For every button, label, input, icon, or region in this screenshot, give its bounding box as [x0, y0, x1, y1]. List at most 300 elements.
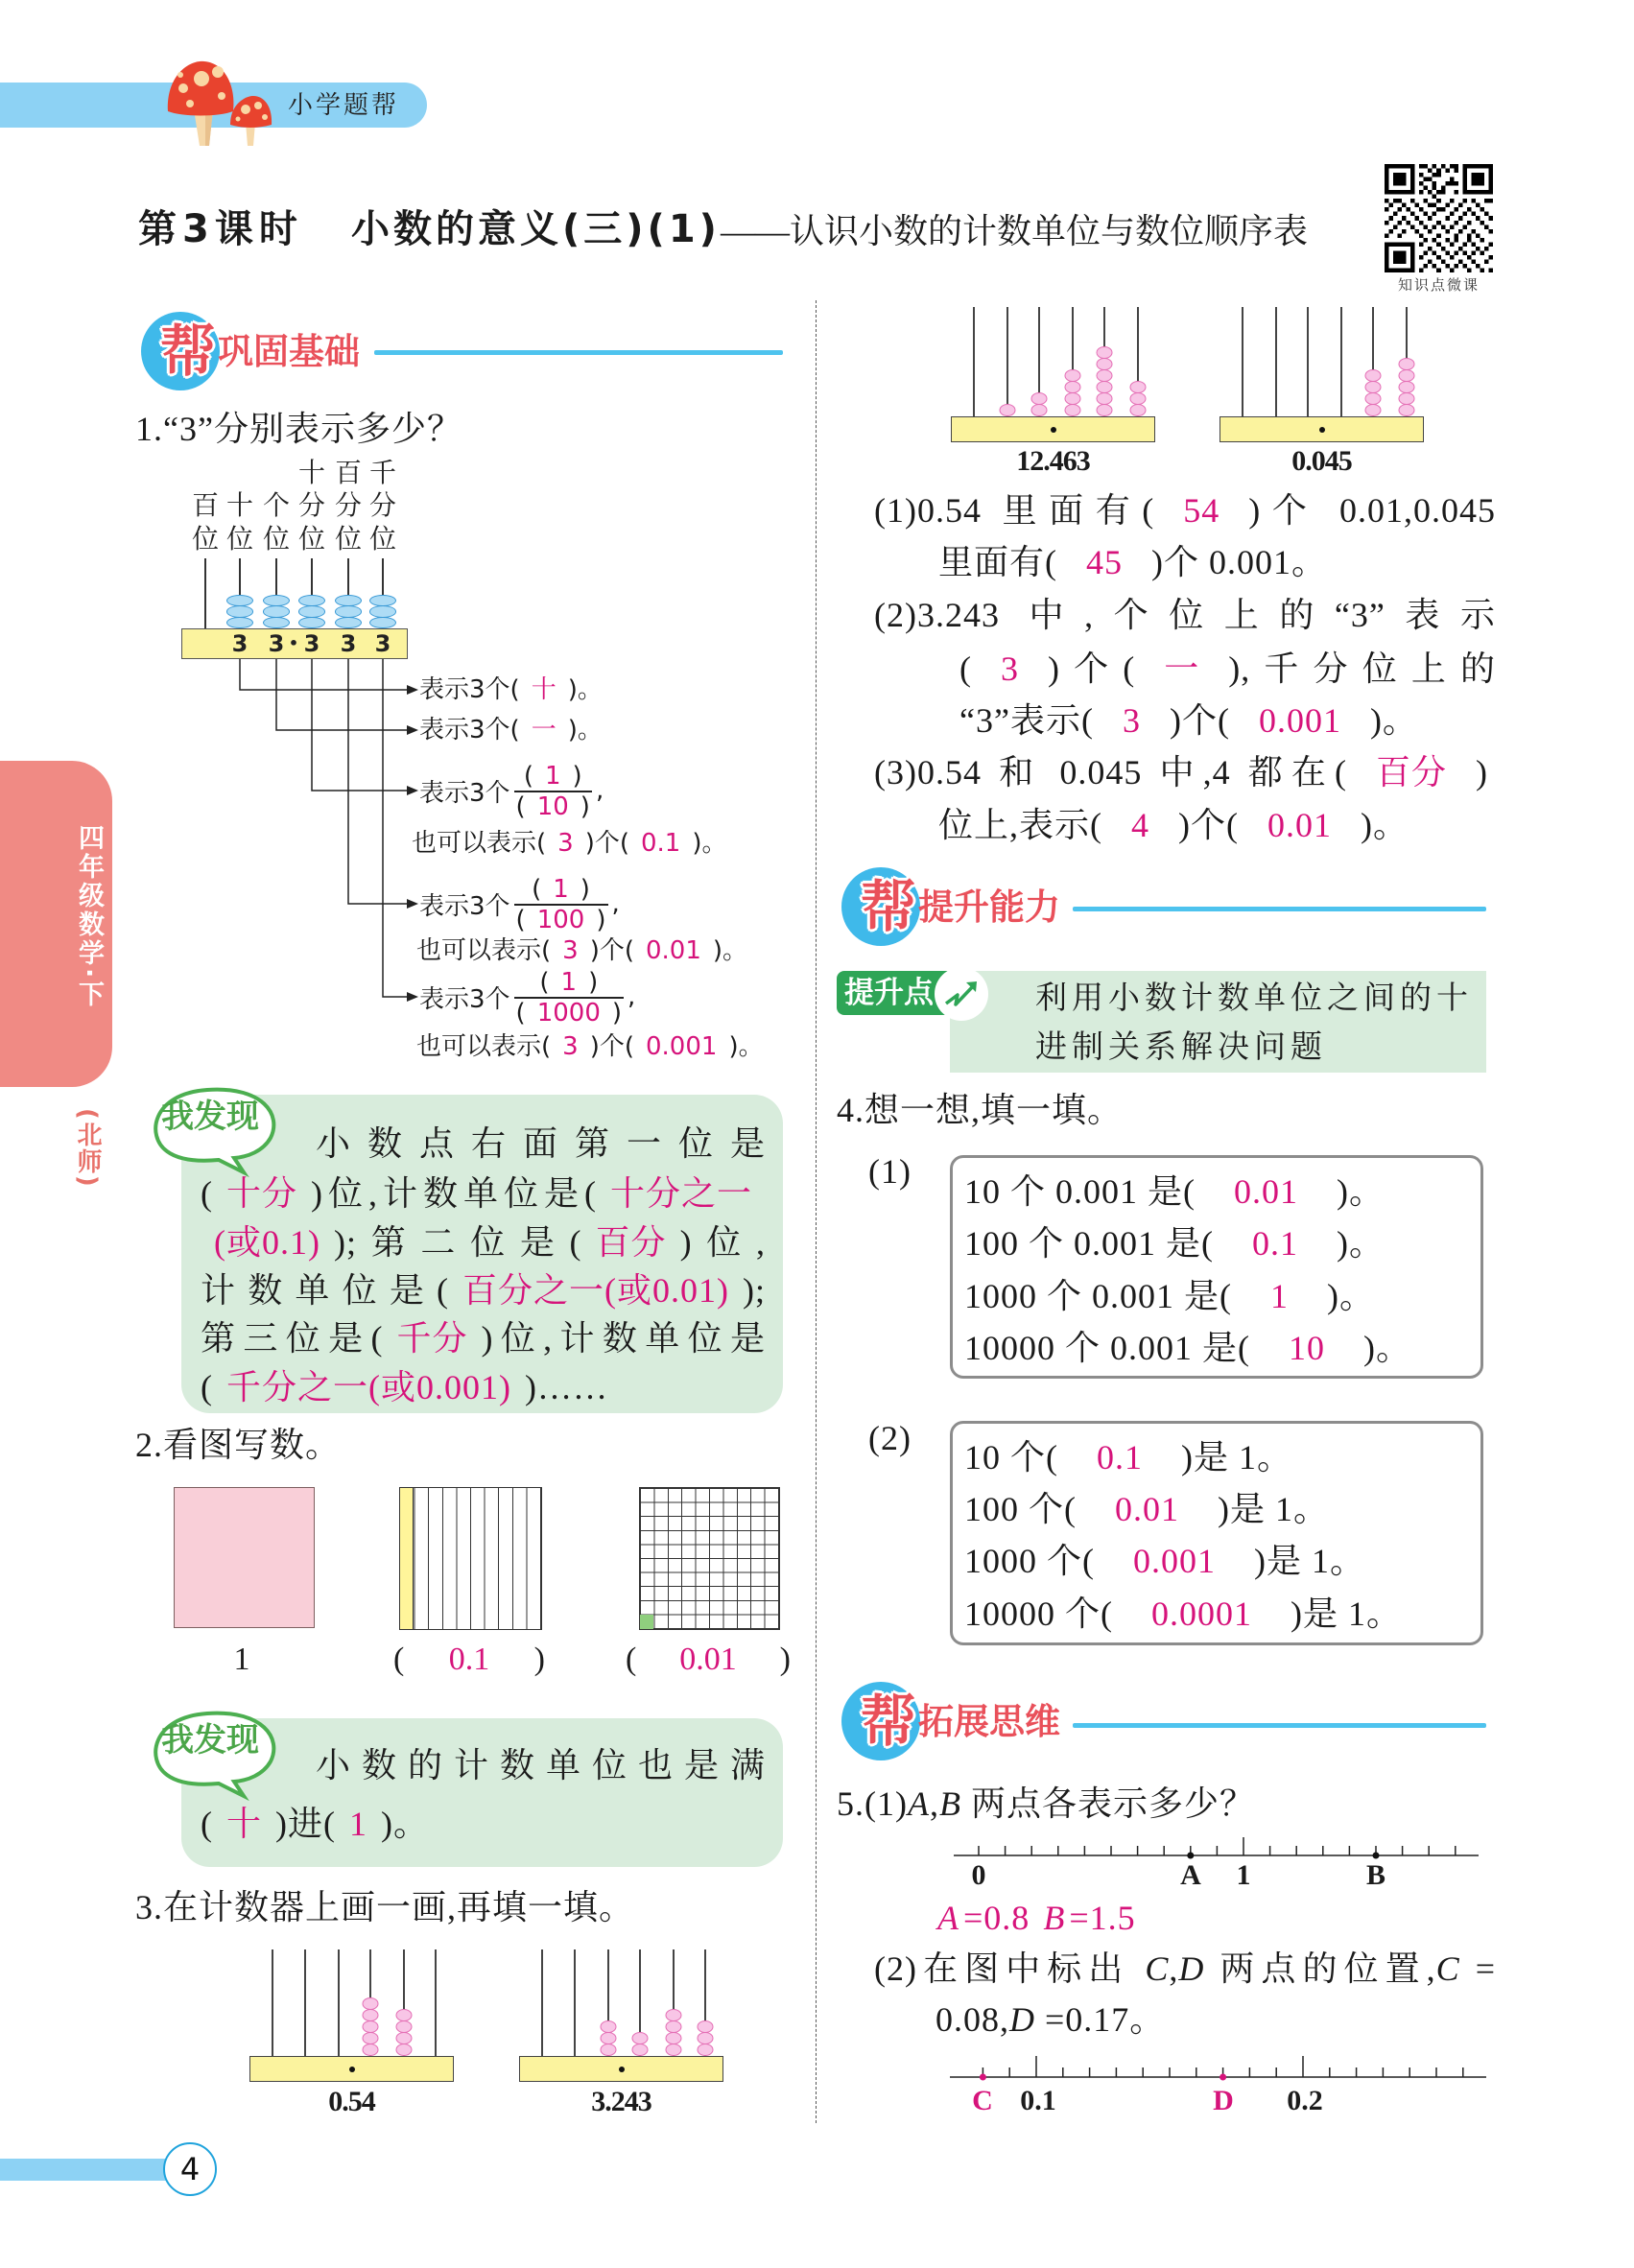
text-segment: ( — [515, 999, 526, 1028]
q4-line — [964, 1169, 1385, 1215]
abacus-0-045 — [1220, 307, 1424, 480]
abacus-rod — [1307, 307, 1309, 416]
bead-stack — [1000, 405, 1016, 416]
answer-text: 3 — [1001, 650, 1019, 688]
q3-part-line — [938, 802, 1409, 848]
text-segment: ( — [959, 650, 972, 688]
text-segment: )。 — [1369, 701, 1418, 740]
place-label: 十 — [225, 489, 253, 521]
section-rule — [1073, 1723, 1486, 1728]
fraction — [514, 762, 592, 819]
q3-part-line — [959, 646, 1496, 692]
bead-stack — [1031, 393, 1048, 416]
q3-part-line — [938, 539, 1327, 585]
text-segment: 也可以表示( — [416, 1032, 552, 1061]
counter-digit: 3 — [303, 630, 320, 657]
discover-line — [201, 1219, 766, 1265]
section-badge: 帮 — [861, 1689, 917, 1754]
place-label: 位 — [368, 523, 396, 555]
text-segment: )个( — [1169, 701, 1230, 740]
text-segment: ( — [539, 968, 550, 997]
q1-statement-tens — [419, 673, 603, 707]
abacus-rod — [272, 1949, 273, 2056]
answer-text: 0.1 — [641, 829, 681, 858]
text-segment: );第二位是( — [333, 1223, 582, 1262]
text-segment: ( — [201, 1174, 213, 1213]
answer-text: 45 — [1086, 543, 1123, 581]
side-tab — [0, 761, 112, 1087]
answer-text: 百分 — [595, 1223, 667, 1262]
q4-part2-label: (2) — [868, 1419, 912, 1457]
q1-prompt: 1.“3”分别表示多少？ — [135, 410, 462, 448]
bead-stack — [632, 2033, 649, 2056]
answer-text: 0.01 — [679, 1642, 737, 1677]
answer-text: A — [937, 1899, 959, 1937]
counter-digit: 3 — [340, 630, 357, 657]
section-title: 拓展思维 — [918, 1701, 1060, 1742]
section-header-improve — [841, 867, 1072, 954]
point-c-label: C — [972, 2085, 993, 2116]
text-segment: ) — [588, 968, 599, 997]
text-segment: )。 — [567, 675, 603, 704]
text-segment: (2)在图中标出 — [874, 1949, 1146, 1988]
bead-stack — [396, 2010, 413, 2056]
answer-text: 十 — [226, 1805, 263, 1843]
discover-line — [201, 1364, 608, 1410]
fraction — [514, 968, 624, 1026]
point-b-label: B — [1365, 1859, 1386, 1891]
statement-suffix: , — [628, 982, 636, 1011]
text-segment: ( — [532, 875, 542, 904]
qr-code-icon — [1385, 164, 1493, 272]
text-segment: ) — [611, 999, 623, 1028]
statement-suffix: , — [611, 889, 620, 918]
lesson-subtitle: ——认识小数的计数单位与数位顺序表 — [721, 212, 1309, 250]
text-segment: A — [907, 1784, 930, 1823]
answer-text: 百分之一(或0.01) — [462, 1271, 729, 1310]
decimal-dot — [1319, 427, 1325, 433]
q5-part2-line — [874, 1946, 1496, 1992]
improve-point-badge: 提升点 — [837, 971, 950, 1015]
bead — [1000, 404, 1016, 416]
answer-text: 10 — [536, 792, 569, 821]
q1-statement-hundredths-alt — [416, 933, 747, 968]
answer-text: 0.1 — [1097, 1438, 1143, 1477]
answer-text: 4 — [1131, 806, 1149, 844]
text-segment: )个( — [1178, 806, 1239, 844]
number-line-label: 1 — [1236, 1859, 1251, 1891]
abacus-rod — [1372, 307, 1374, 416]
statement-suffix: , — [595, 776, 604, 805]
column-divider — [816, 300, 817, 2123]
abacus-rod — [369, 1949, 371, 2056]
section-header-expand — [841, 1682, 1072, 1768]
answer-text: 千分之一(或0.001) — [226, 1368, 511, 1406]
text-segment: (2)3.243 中,个位上的“3”表示 — [874, 596, 1496, 634]
point-a-label: A — [1180, 1859, 1201, 1891]
answer-text: 0.001 — [1133, 1542, 1216, 1580]
text-segment: 10 个( — [964, 1438, 1058, 1477]
text-segment: )个( — [589, 1032, 634, 1061]
bead-stack — [666, 2010, 682, 2056]
text-segment: 小数点右面第一位是 — [316, 1124, 766, 1163]
abacus-rod — [1275, 307, 1277, 416]
bead — [1365, 404, 1382, 416]
answer-text: 0.01 — [1267, 806, 1332, 844]
abacus-rod — [639, 1949, 641, 2056]
answer-text: 1 — [553, 875, 569, 904]
text-segment: )个 0.01,0.045 — [1248, 491, 1496, 530]
place-label: 百 — [191, 489, 219, 521]
text-segment: )位, — [679, 1223, 766, 1262]
text-segment: 计数单位是( — [201, 1271, 450, 1310]
answer-text: 0.0001 — [1151, 1595, 1252, 1633]
decimal-dot — [1051, 427, 1056, 433]
section-title: 巩固基础 — [218, 331, 360, 372]
bead — [632, 2044, 649, 2056]
shaded-tenth — [400, 1488, 414, 1629]
figure-answer — [626, 1637, 791, 1683]
q4-prompt: 4.想一想,填一填。 — [837, 1091, 1124, 1129]
text-segment: ) — [580, 792, 590, 821]
abacus-label: 0.045 — [1291, 445, 1352, 477]
discover-bubble — [148, 1086, 287, 1177]
text-segment: 1000 个( — [964, 1542, 1095, 1580]
place-label: 位 — [262, 523, 290, 555]
abacus-label: 0.54 — [328, 2086, 375, 2117]
lesson-number: 第3课时 — [138, 207, 303, 251]
numerator — [537, 968, 600, 997]
discover-bubble — [148, 1710, 287, 1801]
answer-text: 100 — [536, 906, 585, 934]
text-segment: ( — [393, 1642, 405, 1677]
q3-part-line — [874, 592, 1496, 638]
q3-part-line — [959, 697, 1418, 744]
text-segment: )是 1。 — [1254, 1542, 1365, 1580]
bead — [1097, 404, 1113, 416]
denominator — [514, 791, 592, 819]
denominator — [514, 997, 624, 1026]
improve-point-text: 利用小数计数单位之间的十 — [1035, 979, 1473, 1016]
place-label: 位 — [225, 523, 253, 555]
statement-prefix: 表示3个 — [419, 778, 510, 808]
bead-stack — [1130, 382, 1147, 416]
q3-prompt: 3.在计数器上画一画,再填一填。 — [135, 1888, 635, 1926]
answer-text: 十分 — [226, 1174, 298, 1213]
text-segment: D — [1178, 1949, 1205, 1988]
bead — [1031, 404, 1048, 416]
q4-line — [964, 1220, 1385, 1266]
q4-line — [964, 1434, 1292, 1480]
abacus-frame — [249, 2056, 454, 2082]
number-line-label: 0 — [971, 1859, 986, 1891]
footer-band — [0, 2159, 168, 2181]
bead-stack — [1065, 370, 1081, 416]
abacus-rod — [574, 1949, 576, 2056]
text-segment: )…… — [524, 1368, 608, 1406]
answer-text: 1 — [1270, 1277, 1289, 1315]
answer-text: B — [1043, 1899, 1066, 1937]
text-segment: 两点的位置, — [1204, 1949, 1436, 1988]
place-label: 百 — [334, 457, 362, 488]
text-segment: , — [1169, 1949, 1179, 1988]
text-segment: ) — [1476, 753, 1488, 791]
text-segment: )。 — [1327, 1277, 1375, 1315]
text-segment: )。 — [567, 716, 603, 744]
abacus-rod — [1137, 307, 1139, 416]
answer-text: 3 — [1122, 701, 1141, 740]
q5-prompt — [837, 1781, 1255, 1827]
text-segment: )。 — [728, 1032, 764, 1061]
decimal-dot — [619, 2067, 625, 2072]
numerator — [522, 762, 584, 791]
q2-prompt: 2.看图写数。 — [135, 1426, 342, 1464]
place-label: 分 — [297, 489, 325, 521]
text-segment: 1000 个 0.001 是( — [964, 1277, 1232, 1315]
abacus-0-54 — [249, 1949, 454, 2122]
answer-text: 0.01 — [646, 936, 701, 965]
text-segment: 小数的计数单位也是满 — [316, 1746, 766, 1784]
text-segment: ( — [523, 762, 533, 791]
counter-digit: 3 — [231, 630, 249, 657]
discover-line — [316, 1121, 766, 1167]
abacus-frame — [519, 2056, 723, 2082]
bead-stack — [1097, 347, 1113, 416]
counter-digit: 3 — [268, 630, 285, 657]
q1-statement-tenths-alt — [412, 826, 727, 861]
abacus-rod — [1103, 307, 1105, 416]
q5-part2-line — [935, 1996, 1165, 2043]
answer-text: 3 — [562, 1032, 579, 1061]
place-label: 千 — [368, 457, 396, 488]
text-segment: “3”表示( — [959, 701, 1094, 740]
bead — [396, 2044, 413, 2056]
place-label: 位 — [297, 523, 325, 555]
bead — [363, 2044, 379, 2056]
place-label: 十 — [297, 457, 325, 488]
bead — [1065, 404, 1081, 416]
denominator — [514, 904, 608, 933]
q1-statement-tenths — [419, 758, 604, 823]
statement-prefix: 表示3个 — [419, 984, 510, 1014]
number-line-label: 0.1 — [1020, 2085, 1056, 2116]
shaded-hundredth — [640, 1615, 653, 1629]
q4-line — [964, 1273, 1375, 1319]
text-segment: )位,计数单位是 — [481, 1319, 766, 1358]
q1-statement-ones — [419, 713, 603, 747]
abacus-12-463 — [951, 307, 1155, 480]
answer-text: 十分之一 — [609, 1174, 752, 1213]
text-segment: )。 — [1360, 806, 1409, 844]
answer-text: 千分 — [396, 1319, 468, 1358]
place-label: 位 — [334, 523, 362, 555]
bead — [601, 2044, 617, 2056]
text-segment: )个( — [589, 936, 634, 965]
text-segment: (1)0.54 里面有( — [874, 491, 1155, 530]
whole-square-figure — [174, 1487, 315, 1628]
figure-label: 1 — [233, 1642, 250, 1677]
answer-text: 十 — [531, 675, 557, 704]
hundredths-figure — [639, 1487, 780, 1630]
text-segment: 10 个 0.001 是( — [964, 1172, 1196, 1211]
bead — [666, 2044, 682, 2056]
text-segment: C — [1435, 1949, 1460, 1988]
abacus-label: 3.243 — [591, 2086, 651, 2117]
abacus-rod — [304, 1949, 306, 2056]
text-segment: B — [938, 1784, 961, 1823]
section-rule — [1073, 907, 1486, 911]
answer-text: 1 — [349, 1805, 367, 1843]
text-segment: 5.(1) — [837, 1784, 908, 1823]
text-segment: ( — [515, 792, 526, 821]
answer-text: 10 — [1289, 1329, 1325, 1367]
counter-digit: 3 — [374, 630, 391, 657]
text-segment: )个( — [1048, 650, 1136, 688]
text-segment: )。 — [712, 936, 748, 965]
arrow-up-right-icon — [935, 967, 988, 1021]
decimal-dot — [349, 2067, 355, 2072]
text-segment: 10000 个( — [964, 1595, 1113, 1633]
text-segment: )位,计数单位是( — [311, 1174, 597, 1213]
answer-text: =0.8 — [963, 1899, 1030, 1937]
answer-text: 1 — [560, 968, 578, 997]
discover-line — [201, 1170, 766, 1217]
answer-text: 0.01 — [1115, 1490, 1179, 1528]
abacus-rod — [338, 1949, 340, 2056]
q3-part-line — [874, 749, 1488, 795]
text-segment: = — [1459, 1949, 1496, 1988]
page-number: 4 — [163, 2142, 217, 2196]
abacus-label: 12.463 — [1016, 445, 1090, 477]
answer-text: 1000 — [536, 999, 601, 1028]
text-segment: ) — [572, 762, 582, 791]
section-badge: 帮 — [160, 319, 217, 384]
text-segment: ); — [743, 1271, 766, 1310]
text-segment: 100 个( — [964, 1490, 1077, 1528]
text-segment: )。 — [1337, 1224, 1385, 1263]
q3-part-line — [874, 487, 1496, 533]
abacus-rod — [973, 307, 975, 416]
text-segment: ),千分位上的 — [1228, 650, 1496, 688]
answer-text: 0.1 — [1252, 1224, 1298, 1263]
abacus-rod — [1072, 307, 1074, 416]
grade-subject-label: 四年级数学·下 — [74, 824, 104, 1010]
abacus-rod — [435, 1949, 437, 2056]
text-segment: )。 — [381, 1805, 429, 1843]
text-segment: 也可以表示( — [412, 829, 547, 858]
text-segment: , — [929, 1784, 939, 1823]
place-label: 个 — [262, 489, 290, 521]
number-line-1 — [950, 1832, 1487, 1861]
text-segment: 也可以表示( — [416, 936, 552, 965]
q4-line — [964, 1486, 1329, 1532]
answer-text: 0.001 — [1258, 701, 1341, 740]
discover-tag: 我发现 — [161, 1098, 259, 1136]
text-segment: 位上,表示( — [938, 806, 1102, 844]
text-segment: 表示3个( — [419, 675, 520, 704]
answer-text: 3 — [562, 936, 579, 965]
abacus-frame — [1220, 416, 1424, 442]
q1-statement-thousandths-alt — [416, 1029, 764, 1064]
decimal-point: • — [288, 634, 299, 652]
abacus-rod — [704, 1949, 706, 2056]
text-segment: )进( — [275, 1805, 336, 1843]
text-segment — [1031, 1899, 1041, 1937]
abacus-rod — [1038, 307, 1040, 416]
place-label: 位 — [191, 523, 219, 555]
answer-text: 54 — [1183, 491, 1220, 530]
answer-text: (或0.1) — [214, 1223, 320, 1262]
text-segment: )。 — [1337, 1172, 1385, 1211]
q4-line — [964, 1325, 1411, 1371]
text-segment: ) — [779, 1642, 791, 1677]
text-segment: C — [1145, 1949, 1170, 1988]
text-segment: 表示3个( — [419, 716, 520, 744]
text-segment: ( — [201, 1805, 213, 1843]
qr-caption: 知识点微课 — [1397, 278, 1480, 294]
text-segment: )是 1。 — [1291, 1595, 1402, 1633]
discover-line — [201, 1801, 429, 1847]
text-segment: )是 1。 — [1218, 1490, 1329, 1528]
answer-text: 百分 — [1375, 753, 1447, 791]
bead-stack — [698, 2021, 714, 2056]
abacus-frame — [951, 416, 1155, 442]
point-d-label: D — [1213, 2085, 1234, 2116]
text-segment: 10000 个 0.001 是( — [964, 1329, 1250, 1367]
text-segment: 里面有( — [938, 543, 1057, 581]
answer-text: 1 — [544, 762, 561, 791]
text-segment: (3)0.54 和 0.045 中,4 都在( — [874, 753, 1347, 791]
abacus-rod — [673, 1949, 675, 2056]
text-segment: ) — [580, 875, 590, 904]
text-segment: =0.17。 — [1035, 2000, 1166, 2039]
answer-text: 一 — [531, 716, 557, 744]
q4-part1-label: (1) — [868, 1152, 912, 1191]
section-badge: 帮 — [861, 874, 917, 939]
edition-label: (北师) — [73, 1108, 102, 1189]
q1-statement-thousandths — [419, 964, 635, 1029]
discover-line — [316, 1742, 766, 1788]
q5-answer — [935, 1895, 1138, 1941]
q4-line — [964, 1538, 1365, 1584]
abacus-rod — [1340, 307, 1342, 416]
text-segment: )个( — [584, 829, 629, 858]
bead — [1399, 404, 1415, 416]
place-label: 分 — [334, 489, 362, 521]
bead — [1130, 404, 1147, 416]
abacus-rod — [1242, 307, 1243, 416]
bead — [698, 2044, 714, 2056]
statement-prefix: 表示3个 — [419, 891, 510, 921]
text-segment: 两点各表示多少？ — [960, 1784, 1255, 1823]
text-segment: 0.08, — [935, 2000, 1009, 2039]
discover-line — [201, 1267, 766, 1313]
abacus-rod — [1006, 307, 1008, 416]
section-title: 提升能力 — [918, 886, 1060, 928]
answer-text: 一 — [1164, 650, 1200, 688]
text-segment: ( — [515, 906, 526, 934]
text-segment: 第三位是( — [201, 1319, 384, 1358]
bead-stack — [363, 1998, 379, 2056]
text-segment: ) — [596, 906, 606, 934]
improve-point-icon-wrap — [935, 967, 988, 1021]
text-segment: )是 1。 — [1181, 1438, 1292, 1477]
figure-answer — [393, 1637, 545, 1683]
number-line-label: 0.2 — [1287, 2085, 1323, 2116]
tenths-figure — [399, 1487, 542, 1630]
lesson-topic: 小数的意义(三)(1) — [351, 207, 721, 251]
discover-line — [201, 1315, 766, 1361]
